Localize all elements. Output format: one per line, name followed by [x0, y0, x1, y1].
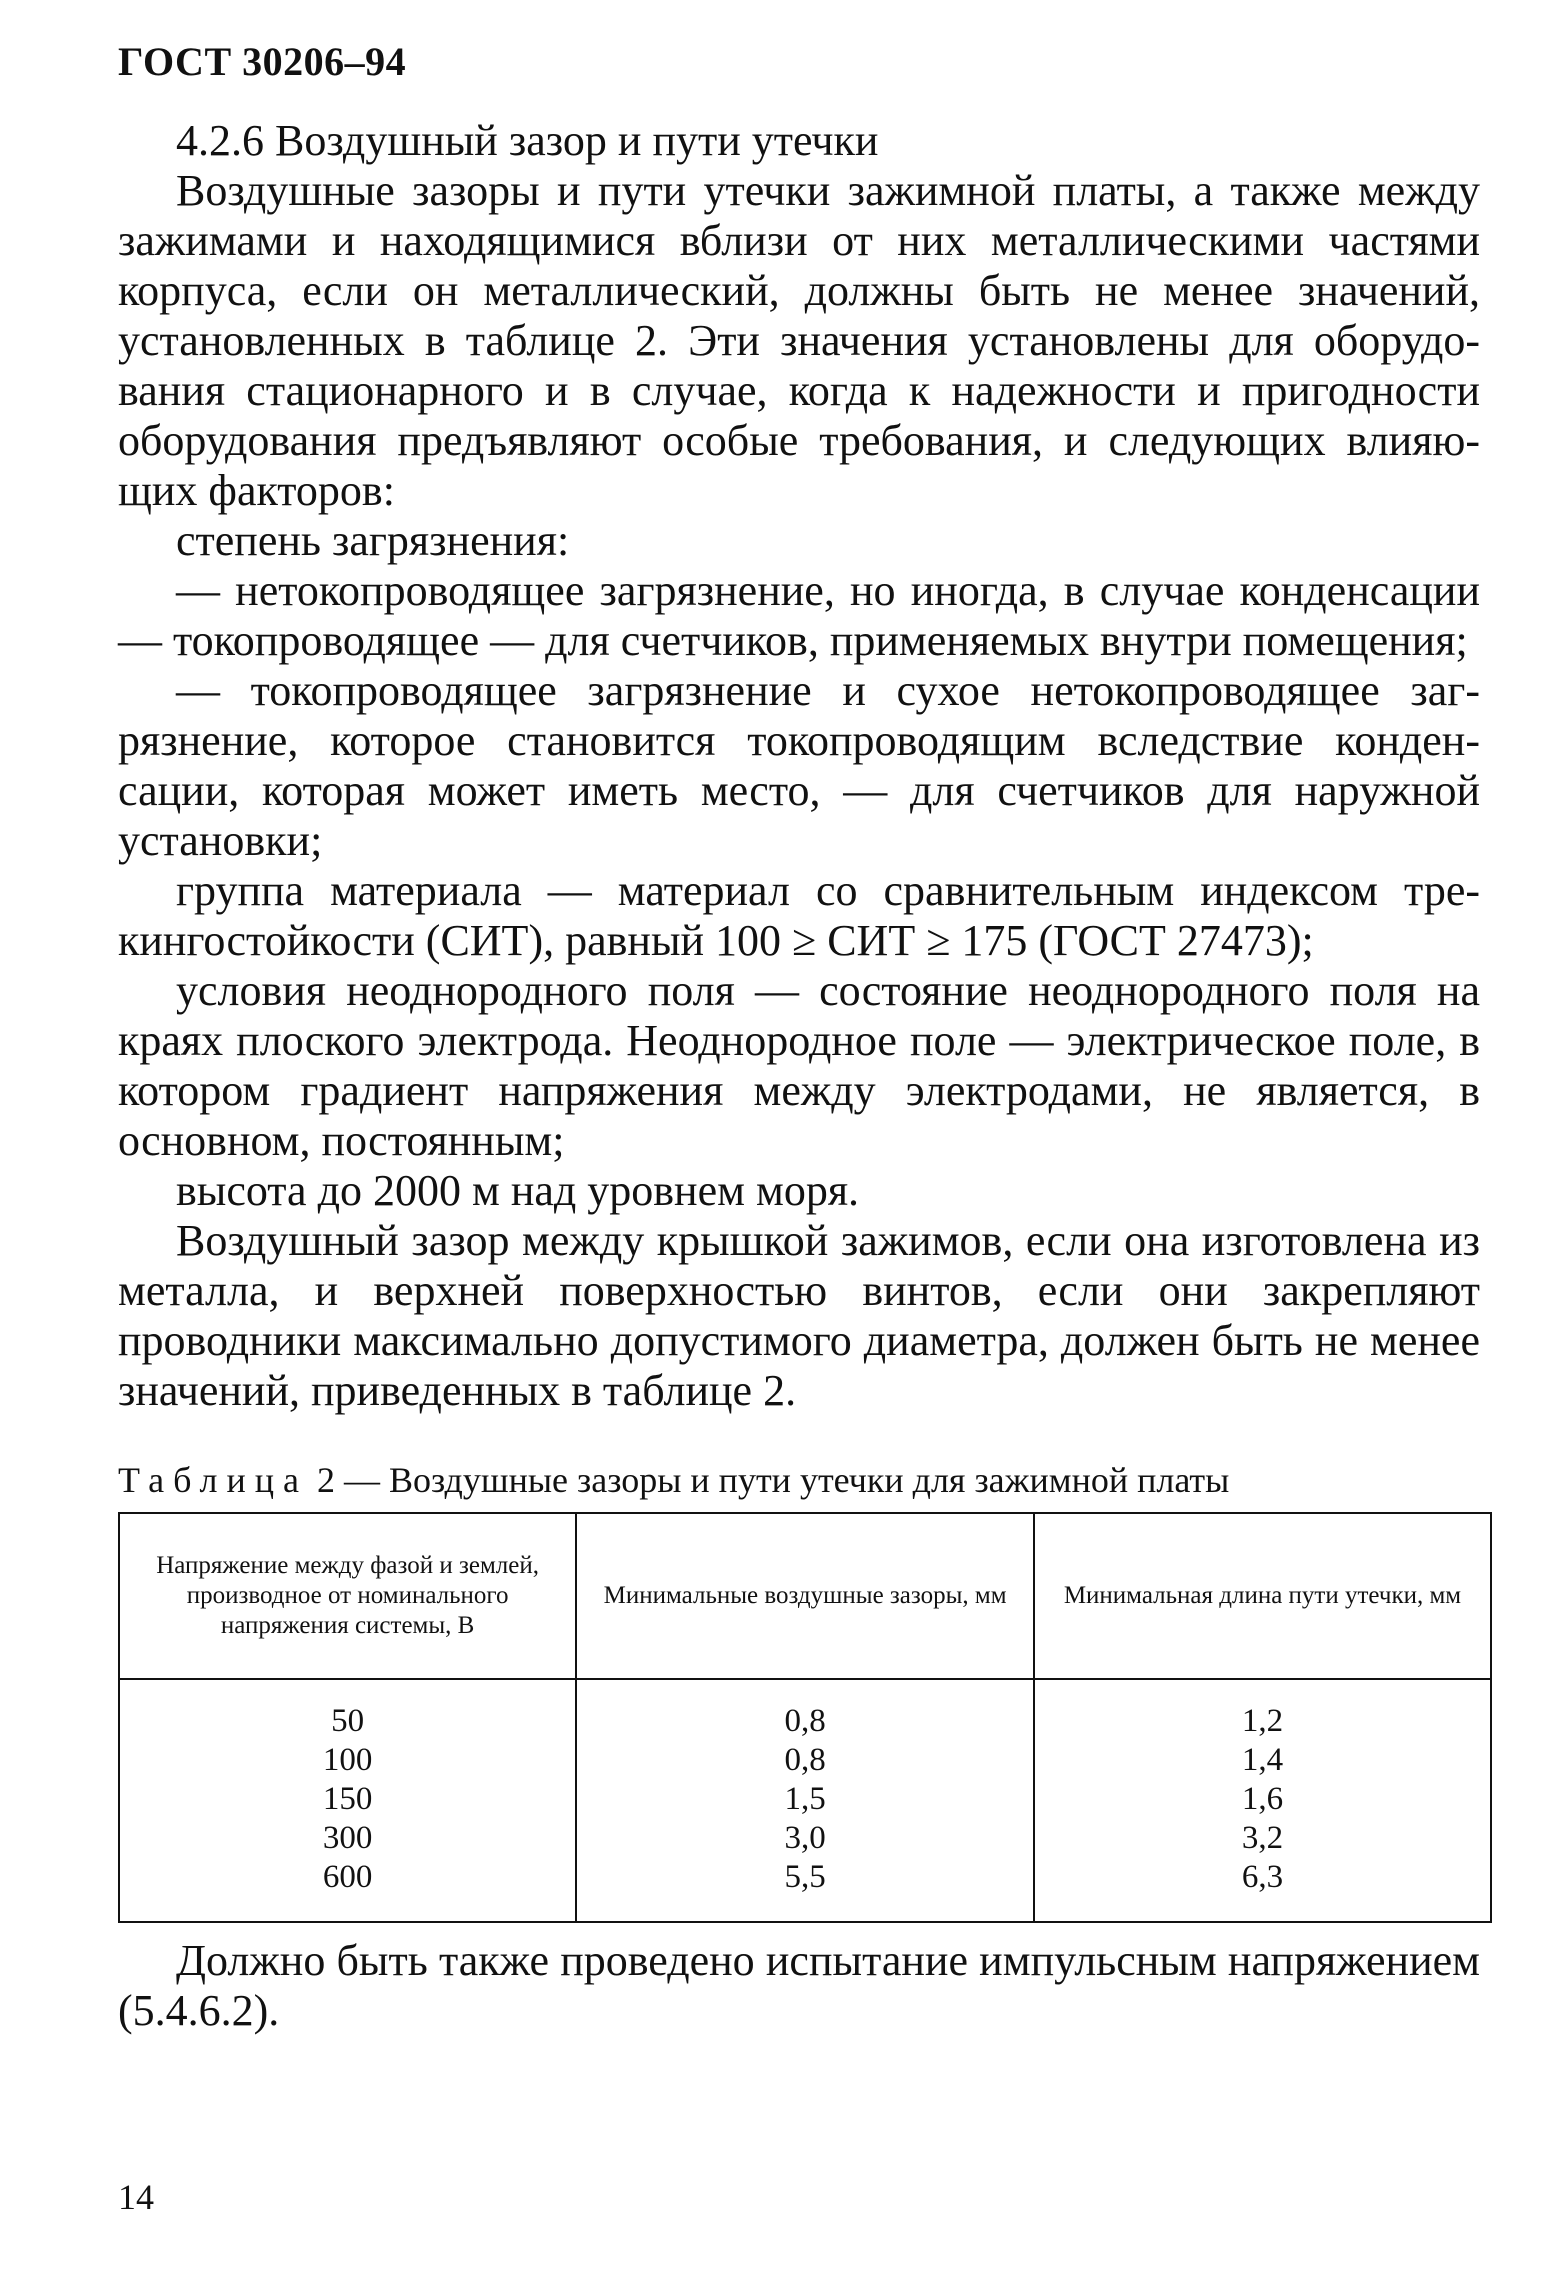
creepage-cell: 1,4 — [1241, 1742, 1284, 1778]
header-voltage: Напряжение между фазой и землей, производное от номинального напряжения системы, В — [119, 1513, 576, 1679]
clearance-table — [118, 1512, 1492, 1923]
paragraph: условия неоднородного поля — состояние неоднородного поля на краях плоского электрода. Неоднородное поле — электрическое поле, в котором градиент напряжения между электродами, не является, в основном, постоянным; — [118, 966, 1480, 1165]
clearance-column — [576, 1679, 1034, 1922]
clearance-cell: 0,8 — [784, 1742, 826, 1778]
page-number: 14 — [118, 2177, 154, 2217]
creepage-cell: 1,2 — [1241, 1703, 1284, 1739]
table-caption-label: Таблица — [118, 1460, 308, 1500]
creepage-cell: 1,6 — [1241, 1781, 1284, 1817]
paragraph: — нетокопроводящее загрязнение, но иногда, в случае конденсации — токопроводящее — для счетчиков, применяемых внутри помещения; — [118, 566, 1480, 665]
table-row — [119, 1679, 1491, 1922]
paragraph: группа материала — материал со сравнительным индексом трекингостойкости (СИТ), равный 100 ≥ СИТ ≥ 175 (ГОСТ 27473); — [118, 866, 1480, 965]
closing-section — [118, 1936, 1480, 2036]
voltage-cell: 300 — [322, 1820, 373, 1856]
table-header-row — [119, 1513, 1491, 1679]
creepage-cell: 6,3 — [1241, 1859, 1284, 1895]
clearance-cell: 0,8 — [784, 1703, 826, 1739]
paragraph: высота до 2000 м над уровнем моря. — [176, 1166, 860, 1215]
header-creepage: Минимальная длина пути утечки, мм — [1034, 1513, 1491, 1679]
paragraph: степень загрязнения: — [176, 516, 570, 565]
section-title: 4.2.6 Воздушный зазор и пути утечки — [176, 116, 879, 165]
creepage-column — [1034, 1679, 1491, 1922]
creepage-cell: 3,2 — [1241, 1820, 1284, 1856]
clearance-cell: 5,5 — [784, 1859, 826, 1895]
voltage-cell: 100 — [322, 1742, 373, 1778]
closing-paragraph: Должно быть также проведено испытание импульсным напряжением (5.4.6.2). — [118, 1936, 1480, 2035]
voltage-cell: 50 — [331, 1703, 365, 1739]
voltage-column — [119, 1679, 576, 1922]
voltage-cell: 600 — [322, 1859, 373, 1895]
paragraph: Воздушные зазоры и пути утечки зажимной платы, а также между зажимами и находящимися вблизи от них металлическими частями корпуса, если он металлический, должны быть не менее значений, установленных в таблице 2. Эти значения установлены для оборудования стационарного и в случае, когда к надежности и пригодности оборудования предъявляют особые требования, и следующих влияющих факторов: — [118, 166, 1480, 515]
paragraph: Воздушный зазор между крышкой зажимов, если она изготовлена из металла, и верхней поверхностью винтов, если они закрепляют проводники максимально допустимого диаметра, должен быть не менее значений, приведенных в таблице 2. — [118, 1216, 1480, 1415]
header-clearance: Минимальные воздушные зазоры, мм — [576, 1513, 1034, 1679]
table-caption — [118, 1458, 1518, 1502]
voltage-cell: 150 — [322, 1781, 373, 1817]
clearance-cell: 1,5 — [784, 1781, 826, 1817]
section-body — [118, 116, 1480, 1416]
table-caption-text: 2 — Воздушные зазоры и пути утечки для зажимной платы — [316, 1460, 1230, 1500]
clearance-cell: 3,0 — [784, 1820, 826, 1856]
paragraph: — токопроводящее загрязнение и сухое нетокопроводящее загрязнение, которое становится токопроводящим вследствие конденсации, которая может иметь место, — для счетчиков для наружной установки; — [118, 666, 1480, 865]
document-header: ГОСТ 30206–94 — [118, 39, 407, 84]
